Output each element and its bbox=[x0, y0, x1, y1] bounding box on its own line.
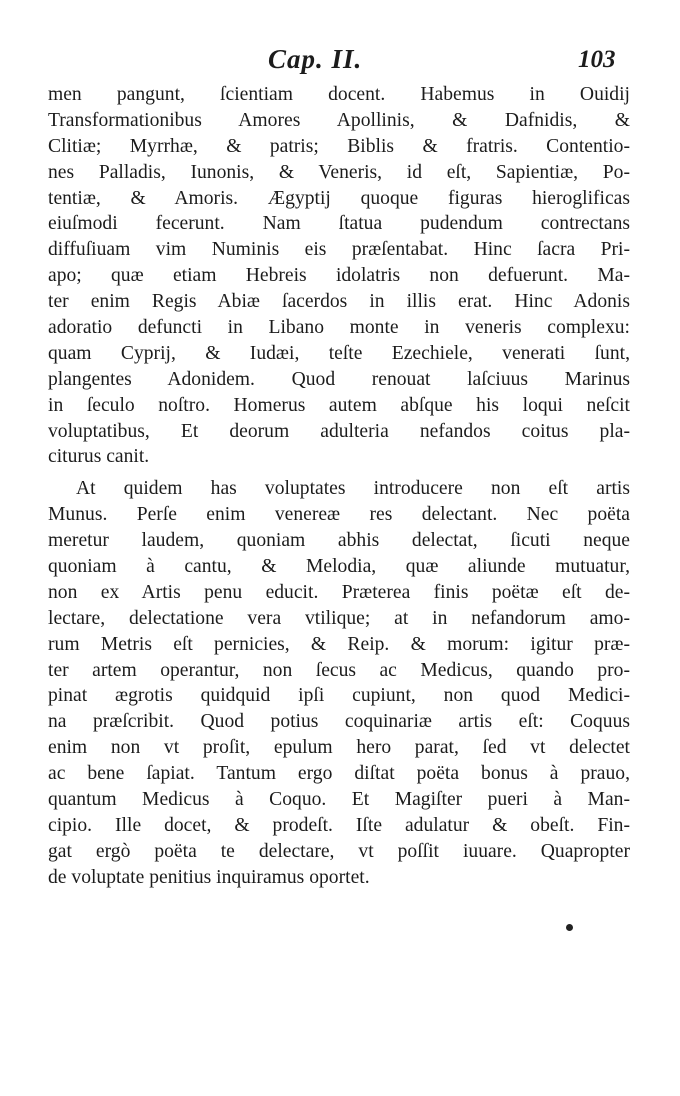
text-line: nes Palladis, Iunonis, & Veneris, id eſt, Sapientiæ, Po- bbox=[48, 161, 630, 183]
text-line: Transformationibus Amores Apollinis, & Dafnidis, & bbox=[48, 109, 630, 131]
text-line: cipio. Ille docet, & prodeſt. Iſte adulatur & obeſt. Fin- bbox=[48, 814, 630, 836]
paragraph bbox=[48, 82, 630, 470]
text-line: lectare, delectatione vera vtilique; at in nefandorum amo- bbox=[48, 607, 630, 629]
text-line: voluptatibus, Et deorum adulteria nefandos coitus pla- bbox=[48, 420, 630, 442]
text-line: ter artem operantur, non ſecus ac Medicus, quando pro- bbox=[48, 659, 630, 681]
page-header bbox=[0, 44, 680, 84]
text-line: At quidem has voluptates introducere non eſt artis bbox=[76, 478, 630, 500]
text-line: na præſcribit. Quod potius coquinariæ artis eſt: Coquus bbox=[48, 711, 630, 733]
text-line: adoratio defuncti in Libano monte in veneris complexu: bbox=[48, 317, 630, 339]
text-line: ac bene ſapiat. Tantum ergo diſtat poëta bonus à prauo, bbox=[48, 763, 630, 785]
text-line: in ſeculo noſtro. Homerus autem abſque his loqui neſcit bbox=[48, 394, 630, 416]
running-head: Cap. II. bbox=[268, 44, 363, 74]
text-line: quantum Medicus à Coquo. Et Magiſter pueri à Man- bbox=[48, 789, 630, 811]
page-number: 103 bbox=[578, 46, 616, 73]
text-line: rum Metris eſt pernicies, & Reip. & morum: igitur præ- bbox=[48, 633, 630, 655]
text-line: apo; quæ etiam Hebreis idolatris non defuerunt. Ma- bbox=[48, 265, 630, 287]
text-line: diffuſiuam vim Numinis eis præſentabat. Hinc ſacra Pri- bbox=[48, 239, 630, 261]
text-line: men pangunt, ſcientiam docent. Habemus in Ouidij bbox=[48, 84, 630, 105]
text-line: non ex Artis penu educit. Præterea finis poëtæ eſt de- bbox=[48, 581, 630, 603]
text-line: quoniam à cantu, & Melodia, quæ aliunde mutuatur, bbox=[48, 556, 630, 578]
text-line: eiuſmodi fecerunt. Nam ſtatua pudendum contrectans bbox=[48, 213, 630, 235]
body-text bbox=[48, 82, 630, 891]
text-line: gat ergò poëta te delectare, vt poſſit iuuare. Quapropter bbox=[48, 840, 630, 862]
text-line: meretur laudem, quoniam abhis delectat, ſicuti neque bbox=[48, 530, 630, 552]
text-line: Munus. Perſe enim venereæ res delectant. Nec poëta bbox=[48, 504, 630, 526]
text-line: enim non vt proſit, epulum hero parat, ſed vt delectet bbox=[48, 737, 630, 759]
text-line: citurus canit. bbox=[48, 446, 150, 468]
ink-blot bbox=[566, 924, 573, 931]
text-line: plangentes Adonidem. Quod renouat laſciuus Marinus bbox=[48, 368, 630, 390]
text-line: pinat ægrotis quidquid ipſi cupiunt, non quod Medici- bbox=[48, 685, 630, 707]
text-line: tentiæ, & Amoris. Ægyptij quoque figuras hieroglificas bbox=[48, 187, 630, 209]
text-line: Clitiæ; Myrrhæ, & patris; Biblis & fratris. Contentio- bbox=[48, 135, 630, 157]
text-line: quam Cyprij, & Iudæi, teſte Ezechiele, venerati ſunt, bbox=[48, 342, 630, 364]
paragraph bbox=[48, 476, 630, 890]
text-line: de voluptate penitius inquiramus oportet. bbox=[48, 866, 370, 888]
text-line: ter enim Regis Abiæ ſacerdos in illis erat. Hinc Adonis bbox=[48, 291, 630, 313]
